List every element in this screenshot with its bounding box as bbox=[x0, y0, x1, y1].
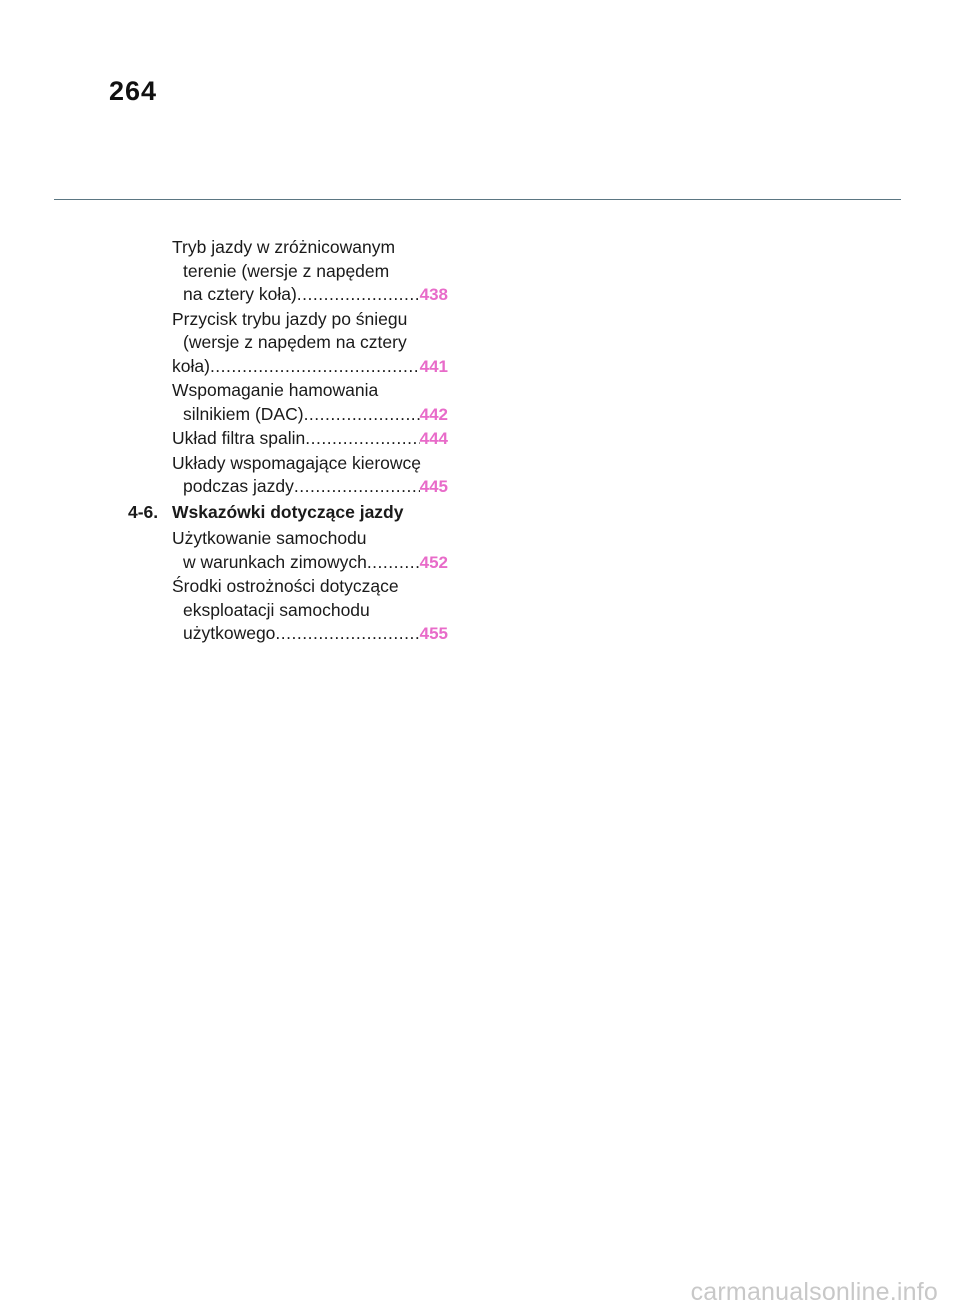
section-title: Wskazówki dotyczące jazdy bbox=[172, 501, 404, 522]
toc-entry-text: w warunkach zimowych bbox=[183, 551, 367, 572]
toc-entry-text: eksploatacji samochodu bbox=[183, 599, 370, 620]
toc-entry[interactable] bbox=[172, 236, 448, 307]
dot-leader bbox=[297, 283, 420, 307]
page-reference-link[interactable]: 455 bbox=[419, 624, 448, 643]
section-heading[interactable] bbox=[0, 501, 960, 525]
page-reference-link[interactable]: 438 bbox=[419, 285, 448, 304]
page-reference-link[interactable]: 441 bbox=[419, 356, 448, 376]
toc-entry-text: silnikiem (DAC) bbox=[183, 403, 304, 424]
toc-entry[interactable] bbox=[172, 452, 448, 499]
toc-entry-text: Użytkowanie samochodu bbox=[172, 528, 367, 548]
toc-entry[interactable] bbox=[172, 527, 448, 574]
page-reference-link[interactable]: 444 bbox=[419, 429, 448, 448]
toc-entry-text: podczas jazdy bbox=[183, 476, 294, 496]
header-divider bbox=[54, 199, 901, 200]
toc-entry-text: Przycisk trybu jazdy po śniegu bbox=[172, 308, 408, 329]
dot-leader bbox=[305, 427, 419, 451]
toc-entry-text: Wspomaganie hamowania bbox=[172, 380, 379, 400]
toc-entry-text: użytkowego bbox=[183, 623, 276, 643]
page-number: 264 bbox=[109, 76, 158, 106]
page-reference-link[interactable]: 452 bbox=[419, 552, 448, 572]
dot-leader bbox=[210, 355, 420, 379]
toc-entry-text: Środki ostrożności dotyczące bbox=[172, 576, 399, 596]
dot-leader bbox=[275, 622, 419, 646]
toc-entry-text: terenie (wersje z napędem bbox=[183, 260, 390, 281]
toc-entry[interactable] bbox=[172, 575, 448, 646]
toc-entry-text: Układy wspomagające kierowcę bbox=[172, 452, 421, 473]
toc-entry[interactable] bbox=[172, 427, 448, 451]
dot-leader bbox=[367, 551, 420, 575]
toc-entry[interactable] bbox=[172, 379, 448, 426]
toc-entry-text: koła) bbox=[172, 355, 210, 376]
source-watermark: carmanualsonline.info bbox=[690, 1278, 938, 1306]
toc-entry[interactable] bbox=[172, 308, 448, 379]
table-of-contents bbox=[0, 236, 960, 647]
toc-entry-text: Tryb jazdy w zróżnicowanym bbox=[172, 237, 396, 257]
toc-entry-text: (wersje z napędem na cztery bbox=[183, 332, 407, 352]
toc-entry-text: Układ filtra spalin bbox=[172, 428, 306, 448]
toc-entry-text: na cztery koła) bbox=[183, 284, 297, 304]
dot-leader bbox=[294, 475, 420, 499]
page-reference-link[interactable]: 442 bbox=[419, 404, 448, 424]
page-reference-link[interactable]: 445 bbox=[419, 477, 448, 496]
section-number: 4-6. bbox=[128, 501, 159, 522]
dot-leader bbox=[304, 403, 420, 427]
